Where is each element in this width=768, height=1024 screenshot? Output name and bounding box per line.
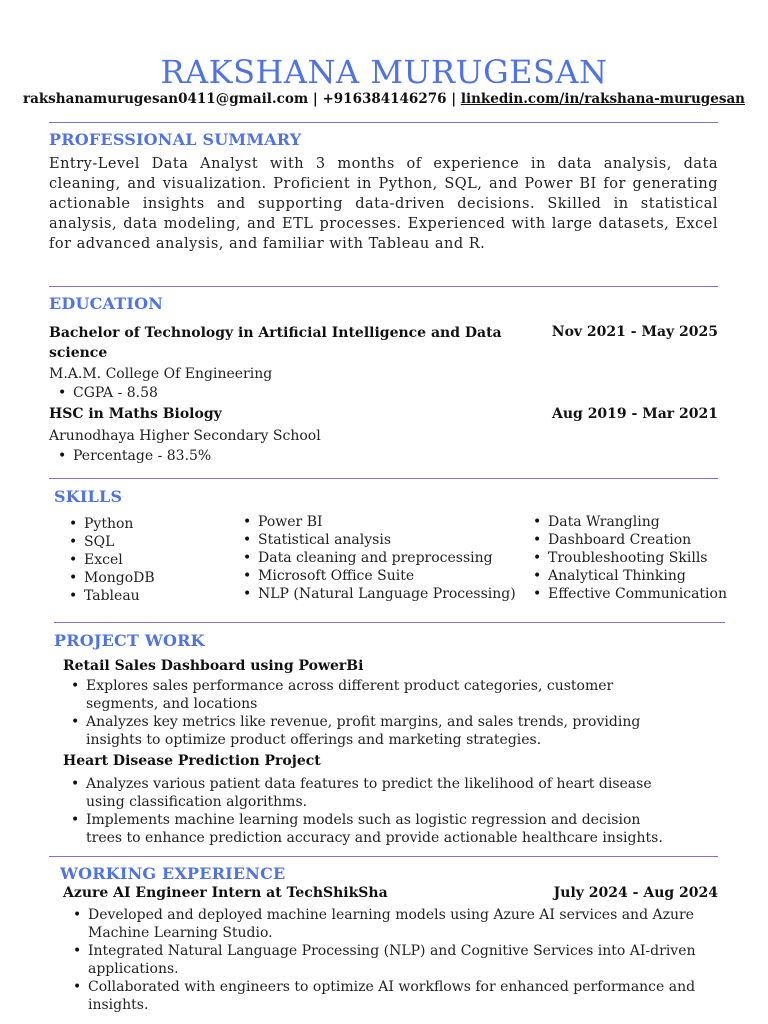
skill-item: • Effective Communication <box>524 585 727 603</box>
skill-item: • Microsoft Office Suite <box>234 567 516 585</box>
list-item: • CGPA - 8.58 <box>49 384 158 402</box>
skill-item: • Power BI <box>234 513 516 531</box>
list-item: • Percentage - 83.5% <box>49 447 211 465</box>
divider <box>49 856 718 857</box>
phone-text: +916384146276 <box>322 91 447 107</box>
list-item: • Implements machine learning models such as logistic regression and decision trees to enhance prediction accuracy and provide actionable healthcare insights. <box>62 811 672 847</box>
skill-item: • Tableau <box>60 587 155 605</box>
skill-item: • Troubleshooting Skills <box>524 549 727 567</box>
linkedin-link[interactable]: linkedin.com/in/rakshana-murugesan <box>460 91 746 107</box>
divider <box>54 622 725 623</box>
candidate-name: RAKSHANA MURUGESAN <box>160 53 608 91</box>
skills-column-3 <box>524 513 727 603</box>
school-name: M.A.M. College Of Engineering <box>49 366 273 382</box>
list-item: • Analyzes key metrics like revenue, profit margins, and sales trends, providing insights to optimize product offerings and marketing strategies. <box>62 713 672 749</box>
education-details <box>49 384 158 402</box>
divider <box>49 478 718 479</box>
email-text: rakshanamurugesan0411@gmail.com <box>22 91 309 107</box>
skill-item: • Dashboard Creation <box>524 531 727 549</box>
list-item: • Analyzes various patient data features to predict the likelihood of heart disease using classification algorithms. <box>62 775 672 811</box>
degree-title-line1: Bachelor of Technology in Artificial Intelligence and Data <box>49 325 502 341</box>
skill-item: • Statistical analysis <box>234 531 516 549</box>
skill-item: • NLP (Natural Language Processing) <box>234 585 516 603</box>
skill-item: • Data Wrangling <box>524 513 727 531</box>
skills-heading: SKILLS <box>54 487 123 506</box>
experience-bullets <box>64 906 724 1014</box>
degree-title: HSC in Maths Biology <box>49 406 222 422</box>
projects-heading: PROJECT WORK <box>54 631 205 650</box>
divider <box>49 122 718 123</box>
skill-item: • SQL <box>60 533 155 551</box>
project-title: Retail Sales Dashboard using PowerBi <box>63 658 364 674</box>
project-bullets <box>62 677 672 749</box>
experience-heading: WORKING EXPERIENCE <box>60 864 286 883</box>
list-item: • Developed and deployed machine learning models using Azure AI services and Azure Machine Learning Studio. <box>64 906 724 942</box>
school-name: Arunodhaya Higher Secondary School <box>49 428 321 444</box>
list-item: • Collaborated with engineers to optimize AI workflows for enhanced performance and insights. <box>64 978 724 1014</box>
project-title: Heart Disease Prediction Project <box>63 753 321 769</box>
summary-text: Entry-Level Data Analyst with 3 months of experience in data analysis, data cleaning, and visualization. Proficient in Python, SQL, and Power BI for generating actionable insights and supporting data-driven decisions. Skilled in statistical analysis, data modeling, and ETL processes. Experienced with large datasets, Excel for advanced analysis, and familiar with Tableau and R. <box>49 156 718 252</box>
skill-item: • Data cleaning and preprocessing <box>234 549 516 567</box>
divider <box>49 286 718 287</box>
skill-item: • Python <box>60 515 155 533</box>
separator: | <box>451 91 461 107</box>
project-bullets <box>62 775 672 847</box>
skills-column-1 <box>60 515 155 605</box>
list-item: • Integrated Natural Language Processing (NLP) and Cognitive Services into AI-driven applications. <box>64 942 724 978</box>
degree-title-line2: science <box>49 345 108 361</box>
list-item: • Explores sales performance across different product categories, customer segments, and locations <box>62 677 672 713</box>
skill-item: • MongoDB <box>60 569 155 587</box>
degree-dates: Aug 2019 - Mar 2021 <box>551 406 718 422</box>
contact-line <box>0 91 768 107</box>
job-dates: July 2024 - Aug 2024 <box>553 885 718 901</box>
education-heading: EDUCATION <box>49 294 164 313</box>
education-details <box>49 447 211 465</box>
summary-heading: PROFESSIONAL SUMMARY <box>49 130 302 149</box>
job-title: Azure AI Engineer Intern at TechShikSha <box>63 885 388 901</box>
skill-item: • Analytical Thinking <box>524 567 727 585</box>
separator: | <box>312 91 323 107</box>
degree-dates: Nov 2021 - May 2025 <box>551 324 718 340</box>
skills-column-2 <box>234 513 516 603</box>
skill-item: • Excel <box>60 551 155 569</box>
